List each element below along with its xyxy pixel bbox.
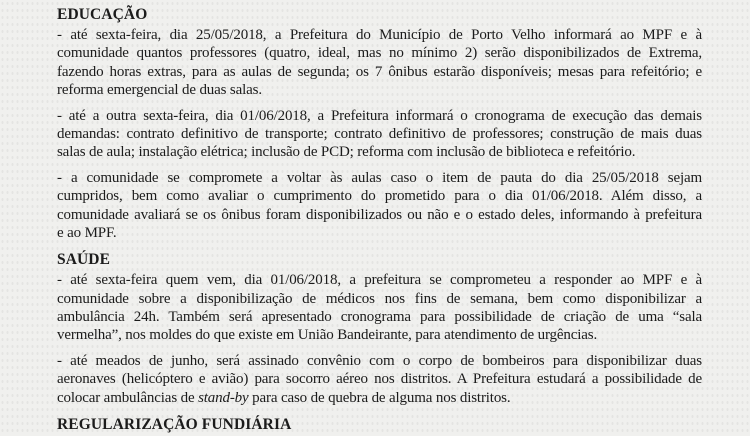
italic-term: stand-by	[198, 389, 249, 406]
text-line: - até sexta-feira quem vem, dia 01/06/2018, a prefeitura se comprometeu a responder ao MPF e à	[57, 272, 702, 289]
text-span: para caso de quebra de alguma nos distritos.	[248, 389, 511, 406]
text-line: e ao MPF.	[57, 224, 117, 241]
text-line: aeronaves (helicóptero e avião) para socorro aéreo nos distritos. A Prefeitura estudará a possibilidade de	[57, 371, 702, 388]
text-line: comunidade avaliará se os ônibus foram disponibilizados ou não e o estado deles, informando à prefeitura	[57, 206, 702, 223]
text-line: ambulância 24h. Também será apresentado cronograma para possibilidade de criação de uma “sala	[57, 309, 702, 326]
paragraph	[57, 107, 702, 162]
paragraph	[57, 169, 702, 243]
text-span: colocar ambulâncias de	[57, 389, 199, 406]
text-line: - até meados de junho, será assinado convênio com o corpo de bombeiros para disponibilizar duas	[57, 352, 702, 369]
text-line: fazendo horas extras, para as aulas de segunda; os 7 ônibus estarão disponíveis; mesas para refeitório; e	[57, 63, 702, 80]
text-line: - até a outra sexta-feira, dia 01/06/2018, a Prefeitura informará o cronograma de execução das demais	[57, 107, 702, 124]
section-heading-educacao: EDUCAÇÃO	[57, 6, 148, 23]
document-page	[57, 4, 702, 436]
text-line	[57, 389, 702, 407]
section-heading-saude: SAÚDE	[57, 251, 111, 269]
text-line: cumpridos, bem como avaliar o cumprimento do prometido para o dia 01/06/2018. Além disso, a	[57, 188, 702, 205]
text-line: comunidade quantos professores (quatro, ideal, mas no mínimo 2) serão disponibilizados de Extrema,	[57, 45, 702, 62]
text-line: - a comunidade se compromete a voltar às aulas caso o item de pauta do dia 25/05/2018 sejam	[57, 169, 702, 186]
text-line: - até sexta-feira, dia 25/05/2018, a Prefeitura do Município de Porto Velho informará ao MPF e à	[57, 27, 702, 43]
text-line: comunidade sobre a disponibilização de médicos nos fins de semana, bem como disponibilizar a	[57, 290, 702, 307]
text-line: demandas: contrato definitivo de transporte; contrato definitivo de professores; construção de mais duas	[57, 125, 702, 142]
paragraph	[57, 26, 702, 100]
paragraph	[57, 271, 702, 345]
text-line: vermelha”, nos moldes do que existe em União Bandeirante, para atendimento de urgências.	[57, 327, 598, 344]
paragraph	[57, 352, 702, 407]
section-heading-regularizacao-fundiaria: REGULARIZAÇÃO FUNDIÁRIA	[57, 416, 292, 434]
text-line: reforma emergencial de duas salas.	[57, 82, 262, 99]
text-line: salas de aula; instalação elétrica; inclusão de PCD; reforma com inclusão de biblioteca e refeitório.	[57, 144, 636, 161]
